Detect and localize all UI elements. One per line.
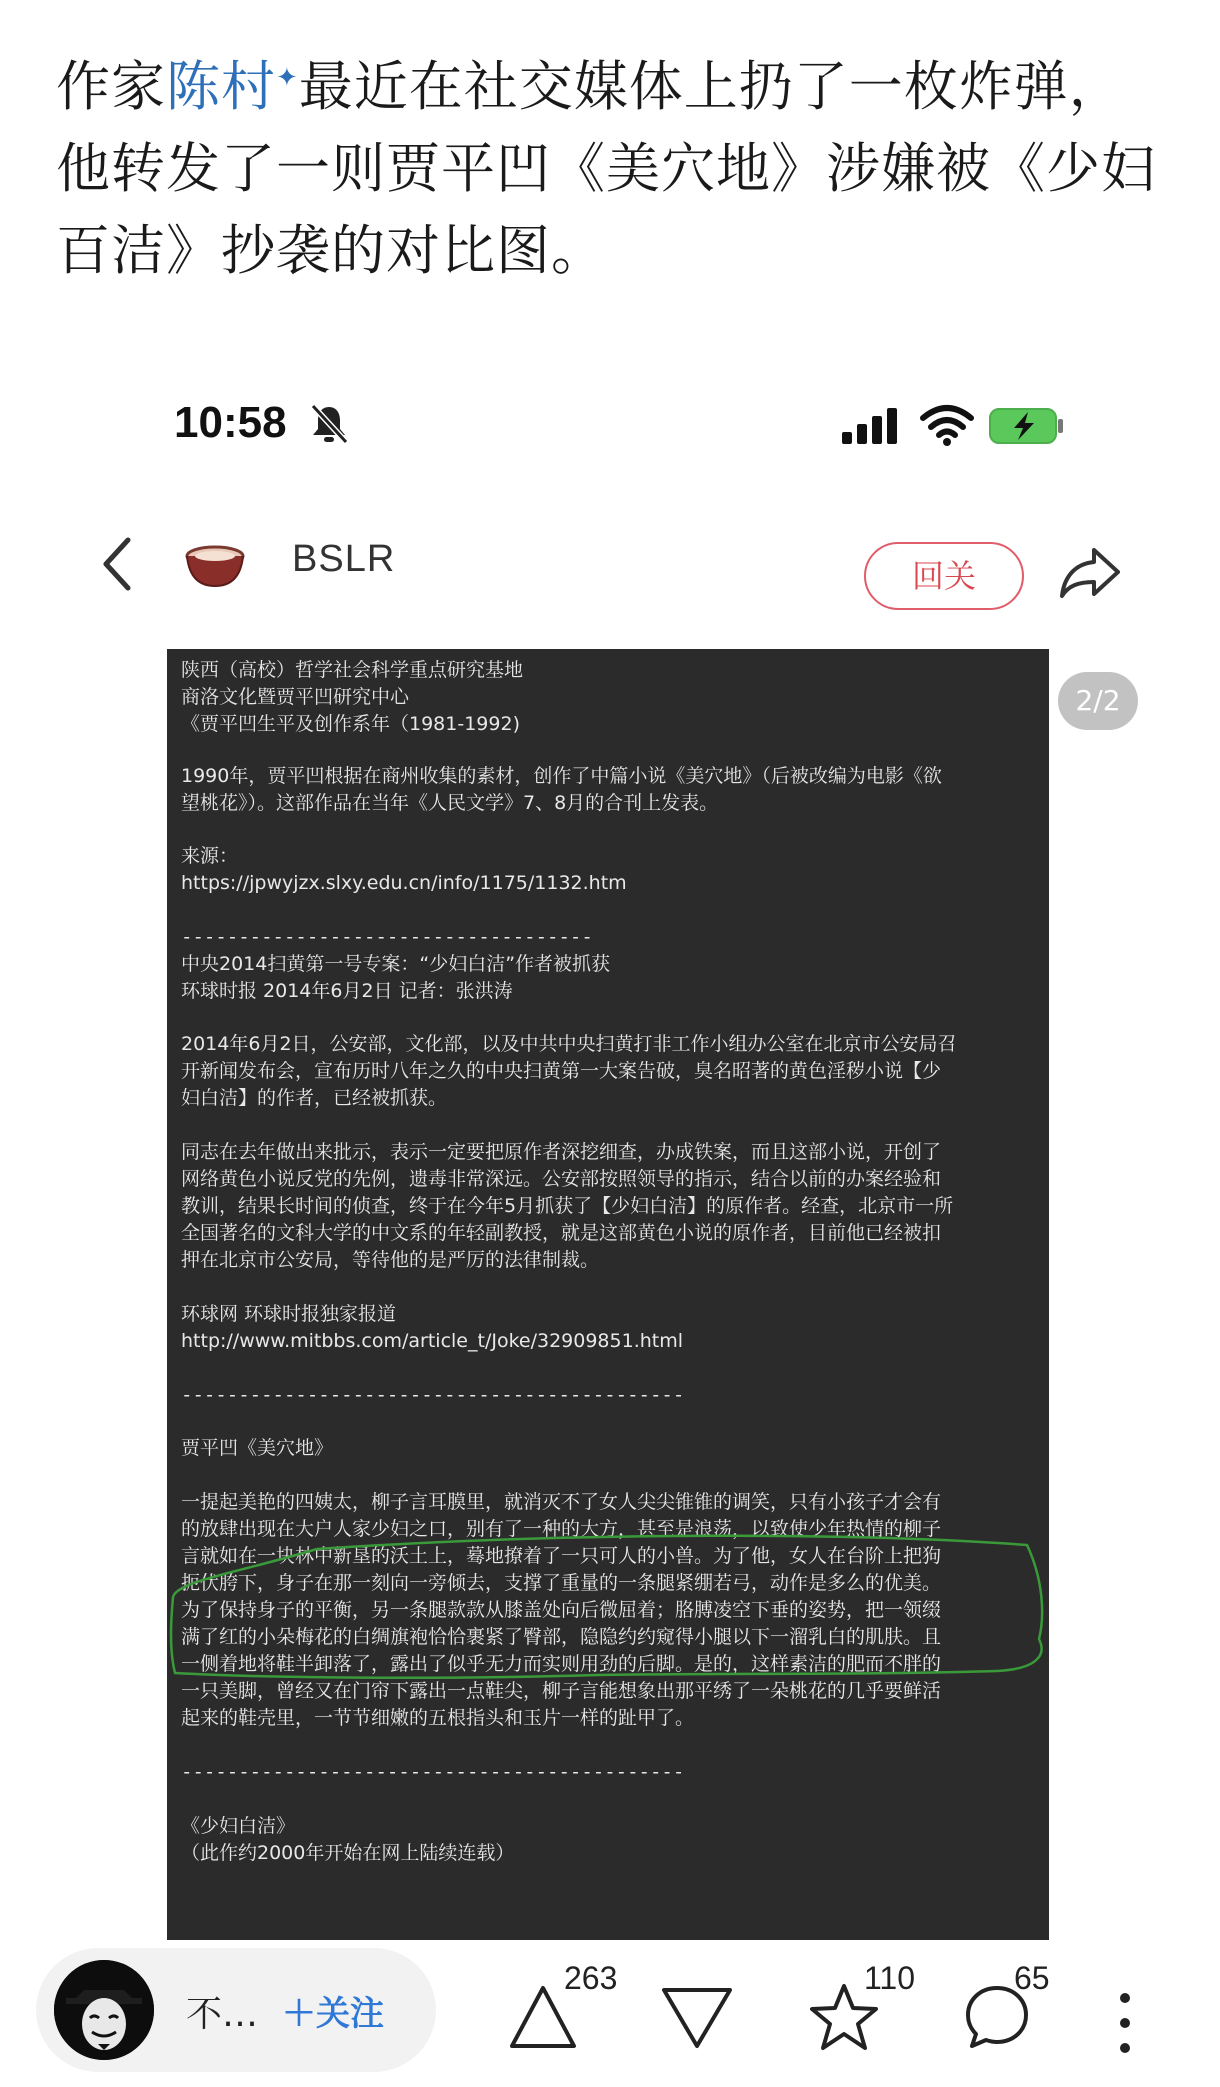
anonymous-mask-avatar[interactable]: [54, 1960, 154, 2060]
doc-line: 满了红的小朵梅花的白绸旗袍恰恰裹紧了臀部，隐隐约约窥得小腿以下一溜乳白的肌肤。且: [181, 1626, 942, 1648]
doc-line: 《少妇白洁》: [181, 1815, 296, 1837]
cellular-signal-icon: [842, 408, 900, 444]
doc-line: 中央2014扫黄第一号专案：“少妇白洁”作者被抓获: [181, 953, 611, 975]
doc-line: 押在北京市公安局，等待他的是严厉的法律制裁。: [181, 1249, 600, 1271]
wifi-icon: [920, 404, 974, 446]
doc-line: 贾平凹《美穴地》: [181, 1437, 334, 1459]
author-link[interactable]: 陈村: [166, 55, 276, 118]
chevron-left-icon[interactable]: [100, 534, 134, 594]
battery-charging-icon: [988, 406, 1066, 446]
doc-line: 望桃花》）。这部作品在当年《人民文学》7、8月的合刊上发表。: [181, 792, 719, 814]
user-name[interactable]: 不…: [186, 1994, 259, 2035]
comment-action[interactable]: [962, 1962, 1072, 2062]
dislike-action[interactable]: [660, 1962, 740, 2062]
doc-line: 商洛文化暨贾平凹研究中心: [181, 686, 410, 708]
follow-button[interactable]: ＋关注: [282, 1994, 384, 2034]
doc-line: 一提起美艳的四姨太，柳子言耳膜里，就消灭不了女人尖尖锥锥的调笑，只有小孩子才会有: [181, 1491, 942, 1513]
triangle-down-icon: [660, 1982, 734, 2052]
bottom-action-bar: [0, 1948, 1220, 2087]
repost-action[interactable]: [508, 1962, 628, 2062]
headline-prefix: 作家: [56, 55, 166, 118]
doc-line: 一侧着地将鞋半卸落了，露出了似乎无力而实则用劲的后脚。是的，这样素洁的肥而不胖的: [181, 1653, 942, 1675]
quoted-document-image[interactable]: [167, 649, 1049, 1940]
headline-rest: 最近在社交媒体上扔了一枚炸弹，他转发了一则贾平凹《美穴地》涉嫌被《少妇百洁》抄袭的对比图。: [56, 55, 1156, 282]
doc-line: 全国著名的文科大学的中文系的年轻副教授，就是这部黄色小说的原作者，目前他已经被扣: [181, 1222, 942, 1244]
doc-line: 起来的鞋壳里，一节节细嫩的五根指头和玉片一样的趾甲了。: [181, 1707, 695, 1729]
doc-line: 《贾平凹生平及创作系年（1981-1992): [181, 713, 520, 735]
doc-line: 妇白洁】的作者，已经被抓获。: [181, 1087, 448, 1109]
doc-line: 一只美脚，曾经又在门帘下露出一点鞋尖，柳子言能想象出那平绣了一朵桃花的几乎要鲜活: [181, 1680, 942, 1702]
doc-line: 来源：: [181, 845, 239, 867]
doc-line: https://jpwyjzx.slxy.edu.cn/info/1175/1132.htm: [181, 872, 627, 894]
bowl-avatar-icon: [184, 542, 246, 590]
comment-count: 65: [1014, 1960, 1050, 1996]
doc-line: （此作约2000年开始在网上陆续连载）: [181, 1842, 515, 1864]
doc-line: 环球网 环球时报独家报道: [181, 1303, 397, 1325]
sparkle-icon: ✦: [276, 63, 299, 93]
doc-line: 教训，结果长时间的侦查，终于在今年5月抓获了【少妇白洁】的原作者。经查，北京市一所: [181, 1195, 954, 1217]
doc-line: 同志在去年做出来批示，表示一定要把原作者深挖细查，办成铁案，而且这部小说，开创了: [181, 1141, 942, 1163]
bell-muted-icon: [308, 402, 350, 446]
star-action[interactable]: [808, 1962, 928, 2062]
doc-line: 陕西（高校）哲学社会科学重点研究基地: [181, 659, 524, 681]
doc-line: --------------------------------------------: [181, 1384, 685, 1406]
vertical-dots-icon[interactable]: [1110, 1988, 1140, 2058]
user-pill[interactable]: [36, 1948, 436, 2072]
doc-line: --------------------------------------------: [181, 1761, 685, 1783]
post-headline: [56, 46, 1166, 292]
doc-line: ------------------------------------: [181, 926, 593, 948]
doc-line: 言就如在一块林中新垦的沃土上，蓦地撩着了一只可人的小兽。为了他，女人在台阶上把狗: [181, 1545, 942, 1567]
doc-line: 环球时报 2014年6月2日 记者：张洪涛: [181, 980, 513, 1002]
doc-line: 的放肆出现在大户人家少妇之口，别有了一种的大方，甚至是浪荡，以致使少年热情的柳子: [181, 1518, 942, 1540]
page-counter: 2/2: [1058, 672, 1138, 730]
status-time: 10:58: [174, 398, 287, 447]
doc-line: 网络黄色小说反党的先例，遗毒非常深远。公安部按照领导的指示，结合以前的办案经验和: [181, 1168, 942, 1190]
embedded-phone-screenshot: [100, 370, 1160, 1940]
doc-line: 扼伏胯下，身子在那一刻向一旁倾去，支撑了重量的一条腿紧绷若弓，动作是多么的优美。: [181, 1572, 942, 1594]
doc-line: 2014年6月2日，公安部，文化部，以及中共中央扫黄打非工作小组办公室在北京市公安局召: [181, 1033, 957, 1055]
doc-line: 为了保持身子的平衡，另一条腿款款从膝盖处向后微屈着；胳膊凌空下垂的姿势，把一领缀: [181, 1599, 942, 1621]
star-count: 110: [864, 1960, 916, 1996]
share-arrow-icon[interactable]: [1058, 544, 1122, 600]
doc-line: http://www.mitbbs.com/article_t/Joke/32909851.html: [181, 1330, 684, 1352]
mask-avatar-icon: [54, 1960, 154, 2060]
nav-username[interactable]: BSLR: [292, 538, 396, 580]
doc-line: 开新闻发布会，宣布历时八年之久的中央扫黄第一大案告破，臭名昭著的黄色淫秽小说【少: [181, 1060, 942, 1082]
follow-back-button[interactable]: 回关: [864, 542, 1024, 610]
doc-line: 1990年，贾平凹根据在商州收集的素材，创作了中篇小说《美穴地》（后被改编为电影《欲: [181, 765, 942, 787]
repost-count: 263: [564, 1960, 618, 1996]
